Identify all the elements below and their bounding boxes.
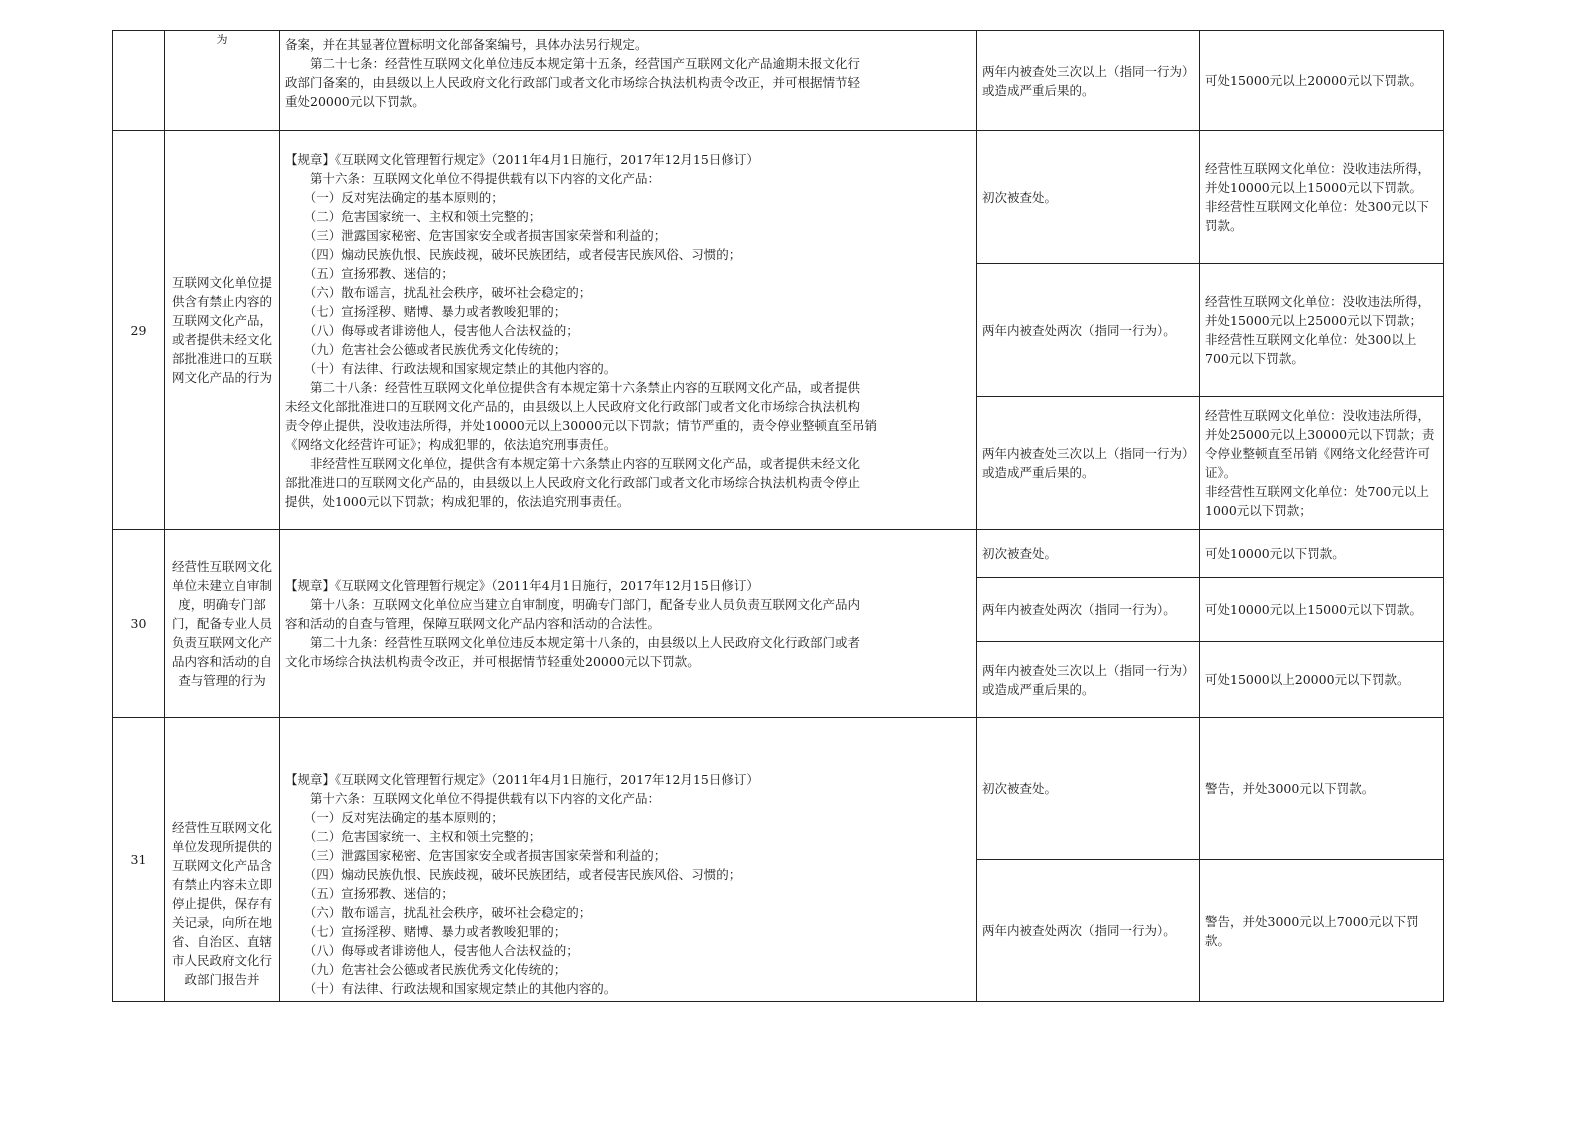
circumstance-cell: 两年内被查处三次以上（指同一行为）或造成严重后果的。	[977, 397, 1200, 530]
row-number: 29	[113, 131, 165, 530]
basis-line: （三）泄露国家秘密、危害国家安全或者损害国家荣誉和利益的；	[285, 848, 667, 863]
penalty-cell: 可处10000元以上15000元以下罚款。	[1200, 578, 1444, 642]
basis-line: （五）宣扬邪教、迷信的；	[285, 265, 454, 281]
violation-item-text: 为	[216, 33, 228, 46]
circumstance-cell: 初次被查处。	[977, 131, 1200, 264]
basis-line: （五）宣扬邪教、迷信的；	[285, 886, 454, 901]
legal-basis	[280, 718, 977, 1002]
basis-line: 政部门备案的，由县级以上人民政府文化行政部门或者文化市场综合执法机构责令改正，并可根据情节轻	[285, 75, 861, 90]
basis-line: 第二十八条：经营性互联网文化单位提供含有本规定第十六条禁止内容的互联网文化产品，或者提供	[285, 379, 861, 395]
basis-line: 文化市场综合执法机构责令改正，并可根据情节轻重处20000元以下罚款。	[285, 654, 700, 669]
basis-line: （三）泄露国家秘密、危害国家安全或者损害国家荣誉和利益的；	[285, 227, 667, 243]
basis-line: 第二十七条：经营性互联网文化单位违反本规定第十五条，经营国产互联网文化产品逾期未报文化行	[285, 56, 861, 71]
basis-line: 第二十九条：经营性互联网文化单位违反本规定第十八条的，由县级以上人民政府文化行政部门或者	[285, 635, 861, 650]
basis-line: 提供，处1000元以下罚款；构成犯罪的，依法追究刑事责任。	[285, 493, 630, 509]
violation-item: 经营性互联网文化单位未建立自审制度，明确专门部门，配备专业人员负责互联网文化产品内容和活动的自查与管理的行为	[165, 530, 280, 718]
basis-line: （二）危害国家统一、主权和领土完整的；	[285, 829, 542, 844]
row-number: 30	[113, 530, 165, 718]
table-row	[113, 718, 1444, 860]
basis-line: 第十八条：互联网文化单位应当建立自审制度，明确专门部门，配备专业人员负责互联网文化产品内	[285, 597, 861, 612]
basis-line: （四）煽动民族仇恨、民族歧视，破坏民族团结，或者侵害民族风俗、习惯的；	[285, 867, 742, 882]
violation-item: 互联网文化单位提供含有禁止内容的互联网文化产品，或者提供未经文化部批准进口的互联网文化产品的行为	[165, 131, 280, 530]
table-row	[113, 31, 1444, 131]
basis-line: （八）侮辱或者诽谤他人，侵害他人合法权益的；	[285, 322, 579, 338]
legal-basis	[280, 131, 977, 530]
basis-line: 【规章】《互联网文化管理暂行规定》（2011年4月1日施行，2017年12月15日修订）	[285, 772, 759, 787]
penalty-cell: 警告，并处3000元以下罚款。	[1200, 718, 1444, 860]
basis-line: 第十六条：互联网文化单位不得提供载有以下内容的文化产品：	[285, 791, 661, 806]
row-number: 31	[113, 718, 165, 1002]
violation-item: 经营性互联网文化单位发现所提供的互联网文化产品含有禁止内容未立即停止提供，保存有关记录，向所在地省、自治区、直辖市人民政府文化行政部门报告并	[165, 718, 280, 1002]
circumstance-cell: 初次被查处。	[977, 718, 1200, 860]
penalty-cell: 经营性互联网文化单位：没收违法所得，并处25000元以上30000元以下罚款；责令停业整顿直至吊销《网络文化经营许可证》。 非经营性互联网文化单位：处700元以上1000元以下罚款；	[1200, 397, 1444, 530]
basis-line: 【规章】《互联网文化管理暂行规定》（2011年4月1日施行，2017年12月15日修订）	[285, 578, 759, 593]
penalty-cell: 经营性互联网文化单位：没收违法所得，并处15000元以上25000元以下罚款； 非经营性互联网文化单位：处300以上700元以下罚款。	[1200, 264, 1444, 397]
basis-line: （一）反对宪法确定的基本原则的；	[285, 189, 504, 205]
basis-line: 备案，并在其显著位置标明文化部备案编号，具体办法另行规定。	[285, 37, 648, 52]
basis-line: （一）反对宪法确定的基本原则的；	[285, 810, 504, 825]
basis-line: （九）危害社会公德或者民族优秀文化传统的；	[285, 341, 567, 357]
basis-line: 第十六条：互联网文化单位不得提供载有以下内容的文化产品：	[285, 170, 661, 186]
basis-line: 容和活动的自查与管理，保障互联网文化产品内容和活动的合法性。	[285, 616, 661, 631]
basis-line: 重处20000元以下罚款。	[285, 94, 425, 109]
basis-line: （六）散布谣言，扰乱社会秩序，破坏社会稳定的；	[285, 905, 592, 920]
basis-line: （七）宣扬淫秽、赌博、暴力或者教唆犯罪的；	[285, 924, 567, 939]
table-row	[113, 131, 1444, 264]
circumstance-cell: 两年内被查处两次（指同一行为）。	[977, 264, 1200, 397]
circumstance-cell: 两年内被查处两次（指同一行为）。	[977, 578, 1200, 642]
penalty-cell: 警告，并处3000元以上7000元以下罚款。	[1200, 860, 1444, 1002]
basis-line: （四）煽动民族仇恨、民族歧视，破坏民族团结，或者侵害民族风俗、习惯的；	[285, 246, 742, 262]
penalty-cell: 可处10000元以下罚款。	[1200, 530, 1444, 578]
basis-line: 非经营性互联网文化单位，提供含有本规定第十六条禁止内容的互联网文化产品，或者提供未经文化	[285, 455, 861, 471]
basis-line: 责令停止提供，没收违法所得，并处10000元以上30000元以下罚款；情节严重的，责令停业整顿直至吊销	[285, 417, 878, 433]
basis-line: （十）有法律、行政法规和国家规定禁止的其他内容的。	[285, 360, 617, 376]
violation-item	[165, 31, 280, 131]
circumstance-cell: 两年内被查处两次（指同一行为）。	[977, 860, 1200, 1002]
basis-line: （八）侮辱或者诽谤他人，侵害他人合法权益的；	[285, 943, 579, 958]
circumstance-cell: 两年内被查处三次以上（指同一行为）或造成严重后果的。	[977, 642, 1200, 718]
basis-line: 部批准进口的互联网文化产品的，由县级以上人民政府文化行政部门或者文化市场综合执法机构责令停止	[285, 474, 861, 490]
basis-line: （九）危害社会公德或者民族优秀文化传统的；	[285, 962, 567, 977]
penalty-cell: 可处15000元以上20000元以下罚款。	[1200, 31, 1444, 131]
basis-line: （六）散布谣言，扰乱社会秩序，破坏社会稳定的；	[285, 284, 592, 300]
basis-line: 《网络文化经营许可证》；构成犯罪的，依法追究刑事责任。	[285, 436, 617, 452]
basis-line: （七）宣扬淫秽、赌博、暴力或者教唆犯罪的；	[285, 303, 567, 319]
basis-line: 【规章】《互联网文化管理暂行规定》（2011年4月1日施行，2017年12月15日修订）	[285, 151, 759, 167]
circumstance-cell: 初次被查处。	[977, 530, 1200, 578]
legal-basis	[280, 530, 977, 718]
penalty-standards-table	[112, 30, 1444, 1002]
basis-line: （十）有法律、行政法规和国家规定禁止的其他内容的。	[285, 981, 617, 996]
basis-line: 未经文化部批准进口的互联网文化产品的，由县级以上人民政府文化行政部门或者文化市场综合执法机构	[285, 398, 861, 414]
basis-line: （二）危害国家统一、主权和领土完整的；	[285, 208, 542, 224]
penalty-cell: 可处15000以上20000元以下罚款。	[1200, 642, 1444, 718]
circumstance-cell: 两年内被查处三次以上（指同一行为）或造成严重后果的。	[977, 31, 1200, 131]
penalty-cell: 经营性互联网文化单位：没收违法所得，并处10000元以上15000元以下罚款。 非经营性互联网文化单位：处300元以下罚款。	[1200, 131, 1444, 264]
row-number	[113, 31, 165, 131]
table-row	[113, 530, 1444, 578]
legal-basis	[280, 31, 977, 131]
